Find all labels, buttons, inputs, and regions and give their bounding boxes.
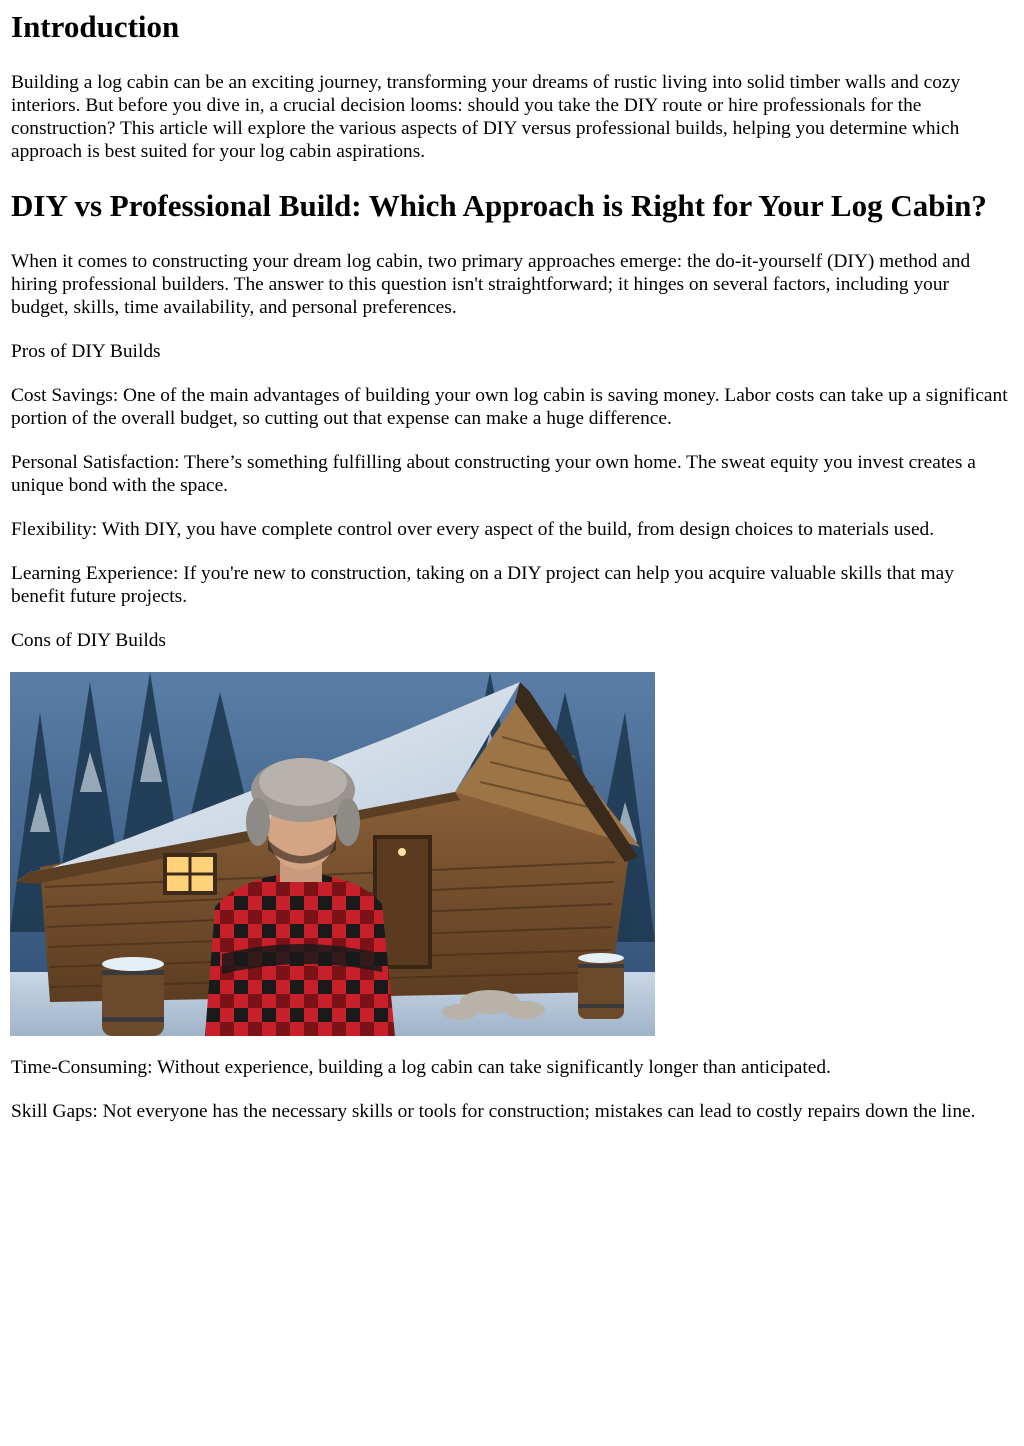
pros-item-personal-satisfaction: Personal Satisfaction: There’s something fulfilling about constructing your own home. The sweat equity you invest creates a unique bond with the space. [11,452,976,496]
cons-item-time-consuming: Time-Consuming: Without experience, building a log cabin can take significantly longer than anticipated. [11,1057,831,1078]
intro-heading: Introduction [11,9,180,44]
intro-paragraph: Building a log cabin can be an exciting journey, transforming your dreams of rustic living into solid timber walls and cozy interiors. But before you dive in, a crucial decision looms: should you take the DIY route or hire professionals for the construction? This article will explore the various aspects of DIY versus professional builds, helping you determine which approach is best suited for your log cabin aspirations. [11,72,961,162]
pros-item-flexibility: Flexibility: With DIY, you have complete control over every aspect of the build, from design choices to materials used. [11,519,935,540]
section-heading: DIY vs Professional Build: Which Approach is Right for Your Log Cabin? [11,188,987,223]
pros-item-learning-experience: Learning Experience: If you're new to construction, taking on a DIY project can help you acquire valuable skills that may benefit future projects. [11,563,954,607]
log-cabin-photo [10,672,655,1036]
pros-item-cost-savings: Cost Savings: One of the main advantages of building your own log cabin is saving money. Labor costs can take up a significant portion of the overall budget, so cutting out that expense can make a huge difference. [11,385,1008,429]
cons-heading: Cons of DIY Builds [11,630,166,651]
photo-log-cabin-winter-icon [10,672,655,1036]
pros-heading: Pros of DIY Builds [11,341,161,362]
section-lead-paragraph: When it comes to constructing your dream log cabin, two primary approaches emerge: the do-it-yourself (DIY) method and hiring professional builders. The answer to this question isn't straightforward; it hinges on several factors, including your budget, skills, time availability, and personal preferences. [11,251,971,318]
cons-item-skill-gaps: Skill Gaps: Not everyone has the necessary skills or tools for construction; mistakes can lead to costly repairs down the line. [11,1101,976,1122]
